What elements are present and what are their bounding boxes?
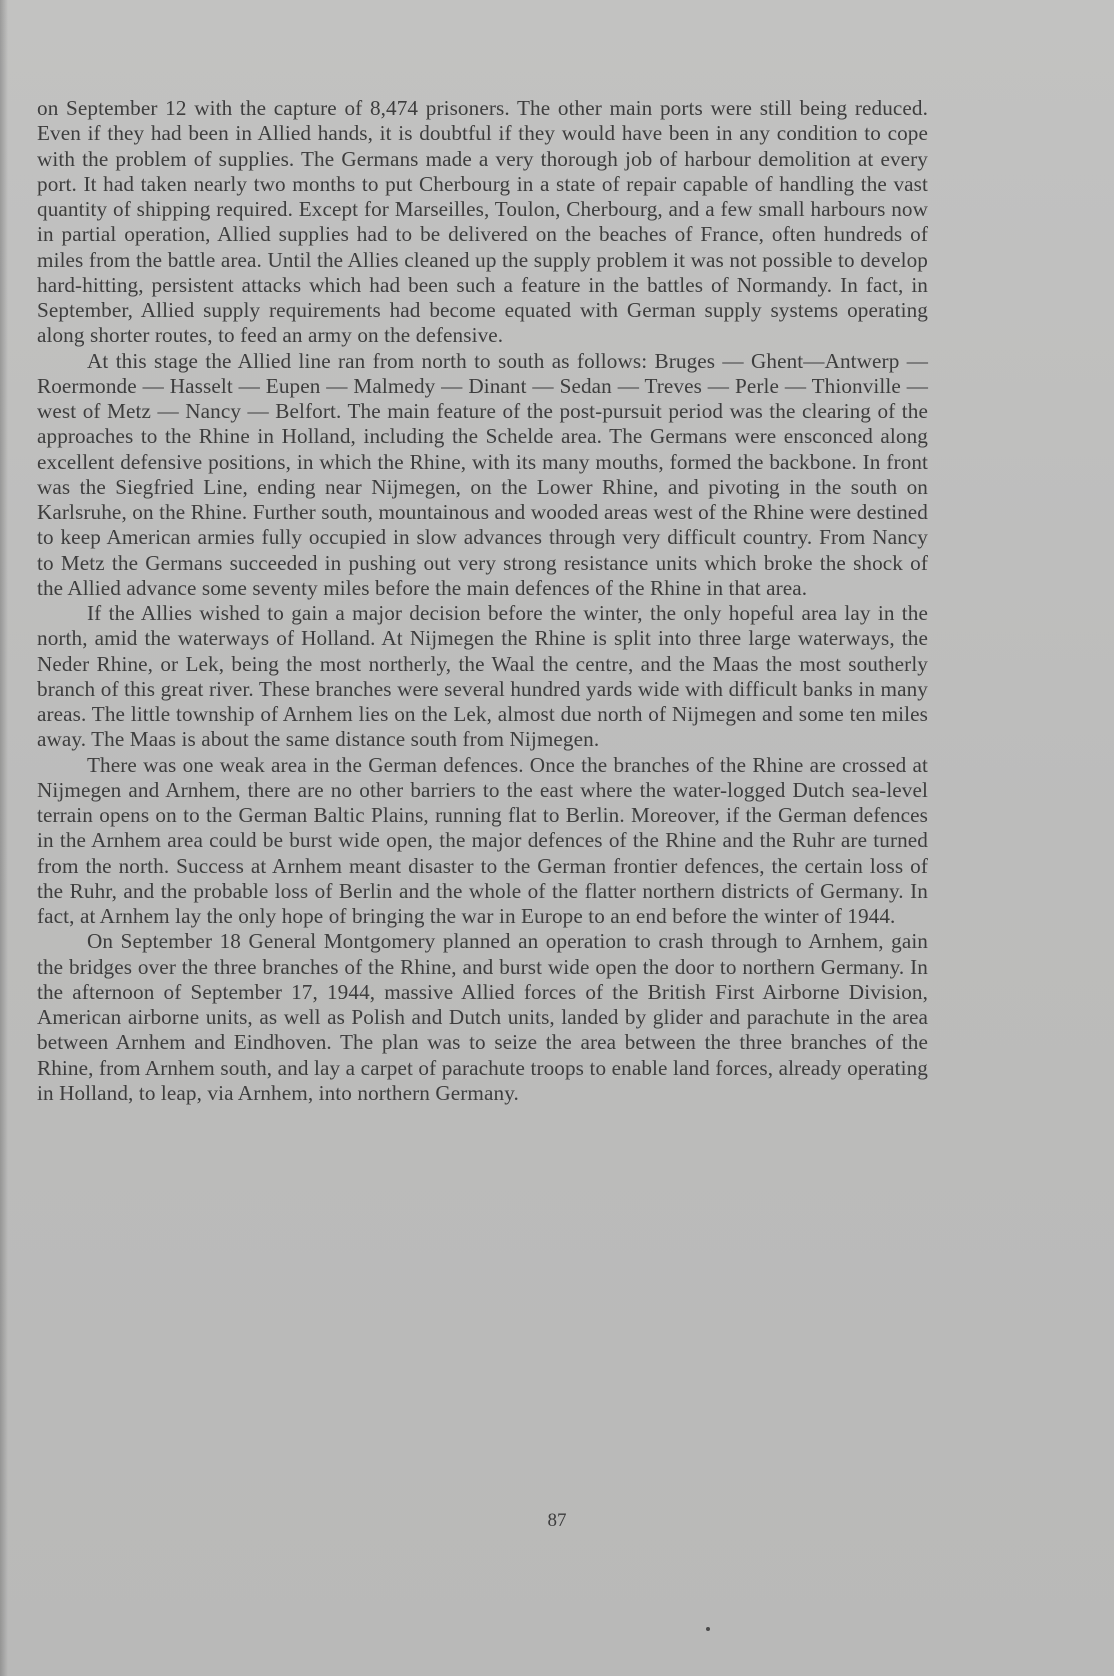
- ink-speck: [706, 1627, 710, 1631]
- page-edge-shadow: [0, 0, 8, 1676]
- paragraph-4: There was one weak area in the German defences. Once the branches of the Rhine are crossed at Nijmegen and Arnhem, there are no other barriers to the east where the water-logged Dutch sea-level terrain opens on to the German Baltic Plains, running flat to Berlin. Moreover, if the German defences in the Arnhem area could be burst wide open, the major defences of the Rhine and the Ruhr are turned from the north. Success at Arnhem meant disaster to the German frontier defences, the certain loss of the Ruhr, and the probable loss of Berlin and the whole of the flatter northern districts of Germany. In fact, at Arnhem lay the only hope of bringing the war in Europe to an end before the winter of 1944.: [37, 752, 928, 928]
- paragraph-3: If the Allies wished to gain a major decision before the winter, the only hopeful area lay in the north, amid the waterways of Holland. At Nijmegen the Rhine is split into three large waterways, the Neder Rhine, or Lek, being the most northerly, the Waal the centre, and the Maas the most southerly branch of this great river. These branches were several hundred yards wide with difficult banks in many areas. The little township of Arnhem lies on the Lek, almost due north of Nijmegen and some ten miles away. The Maas is about the same distance south from Nijmegen.: [37, 601, 928, 752]
- body-text: [37, 96, 928, 1106]
- paragraph-2: At this stage the Allied line ran from north to south as follows: Bruges — Ghent—Antwerp — Roermonde — Hasselt — Eupen — Malmedy — Dinant — Sedan — Treves — Perle — Thionville — west of Metz — Nancy — Belfort. The main feature of the post-pursuit period was the clearing of the approaches to the Rhine in Holland, including the Schelde area. The Germans were ensconced along excellent defensive positions, in which the Rhine, with its many mouths, formed the backbone. In front was the Siegfried Line, ending near Nijmegen, on the Lower Rhine, and pivoting in the south on Karlsruhe, on the Rhine. Further south, mountainous and wooded areas west of the Rhine were destined to keep American armies fully occupied in slow advances through very difficult country. From Nancy to Metz the Germans succeeded in pushing out very strong resistance units which broke the shock of the Allied advance some seventy miles before the main defences of the Rhine in that area.: [37, 348, 928, 600]
- paragraph-1: on September 12 with the capture of 8,474 prisoners. The other main ports were still being reduced. Even if they had been in Allied hands, it is doubtful if they would have been in any condition to cope with the problem of supplies. The Germans made a very thorough job of harbour demolition at every port. It had taken nearly two months to put Cherbourg in a state of repair capable of handling the vast quantity of shipping required. Except for Marseilles, Toulon, Cherbourg, and a few small harbours now in partial operation, Allied supplies had to be delivered on the beaches of France, often hundreds of miles from the battle area. Until the Allies cleaned up the supply problem it was not possible to develop hard-hitting, persistent attacks which had been such a feature in the battles of Normandy. In fact, in September, Allied supply requirements had become equated with German supply systems operating along shorter routes, to feed an army on the defensive.: [37, 96, 928, 348]
- page-number: 87: [547, 1510, 567, 1531]
- paragraph-5: On September 18 General Montgomery planned an operation to crash through to Arnhem, gain the bridges over the three branches of the Rhine, and burst wide open the door to northern Germany. In the afternoon of September 17, 1944, massive Allied forces of the British First Airborne Division, American airborne units, as well as Polish and Dutch units, landed by glider and parachute in the area between Arnhem and Eindhoven. The plan was to seize the area between the three branches of the Rhine, from Arnhem south, and lay a carpet of parachute troops to enable land forces, already operating in Holland, to leap, via Arnhem, into northern Germany.: [37, 929, 928, 1105]
